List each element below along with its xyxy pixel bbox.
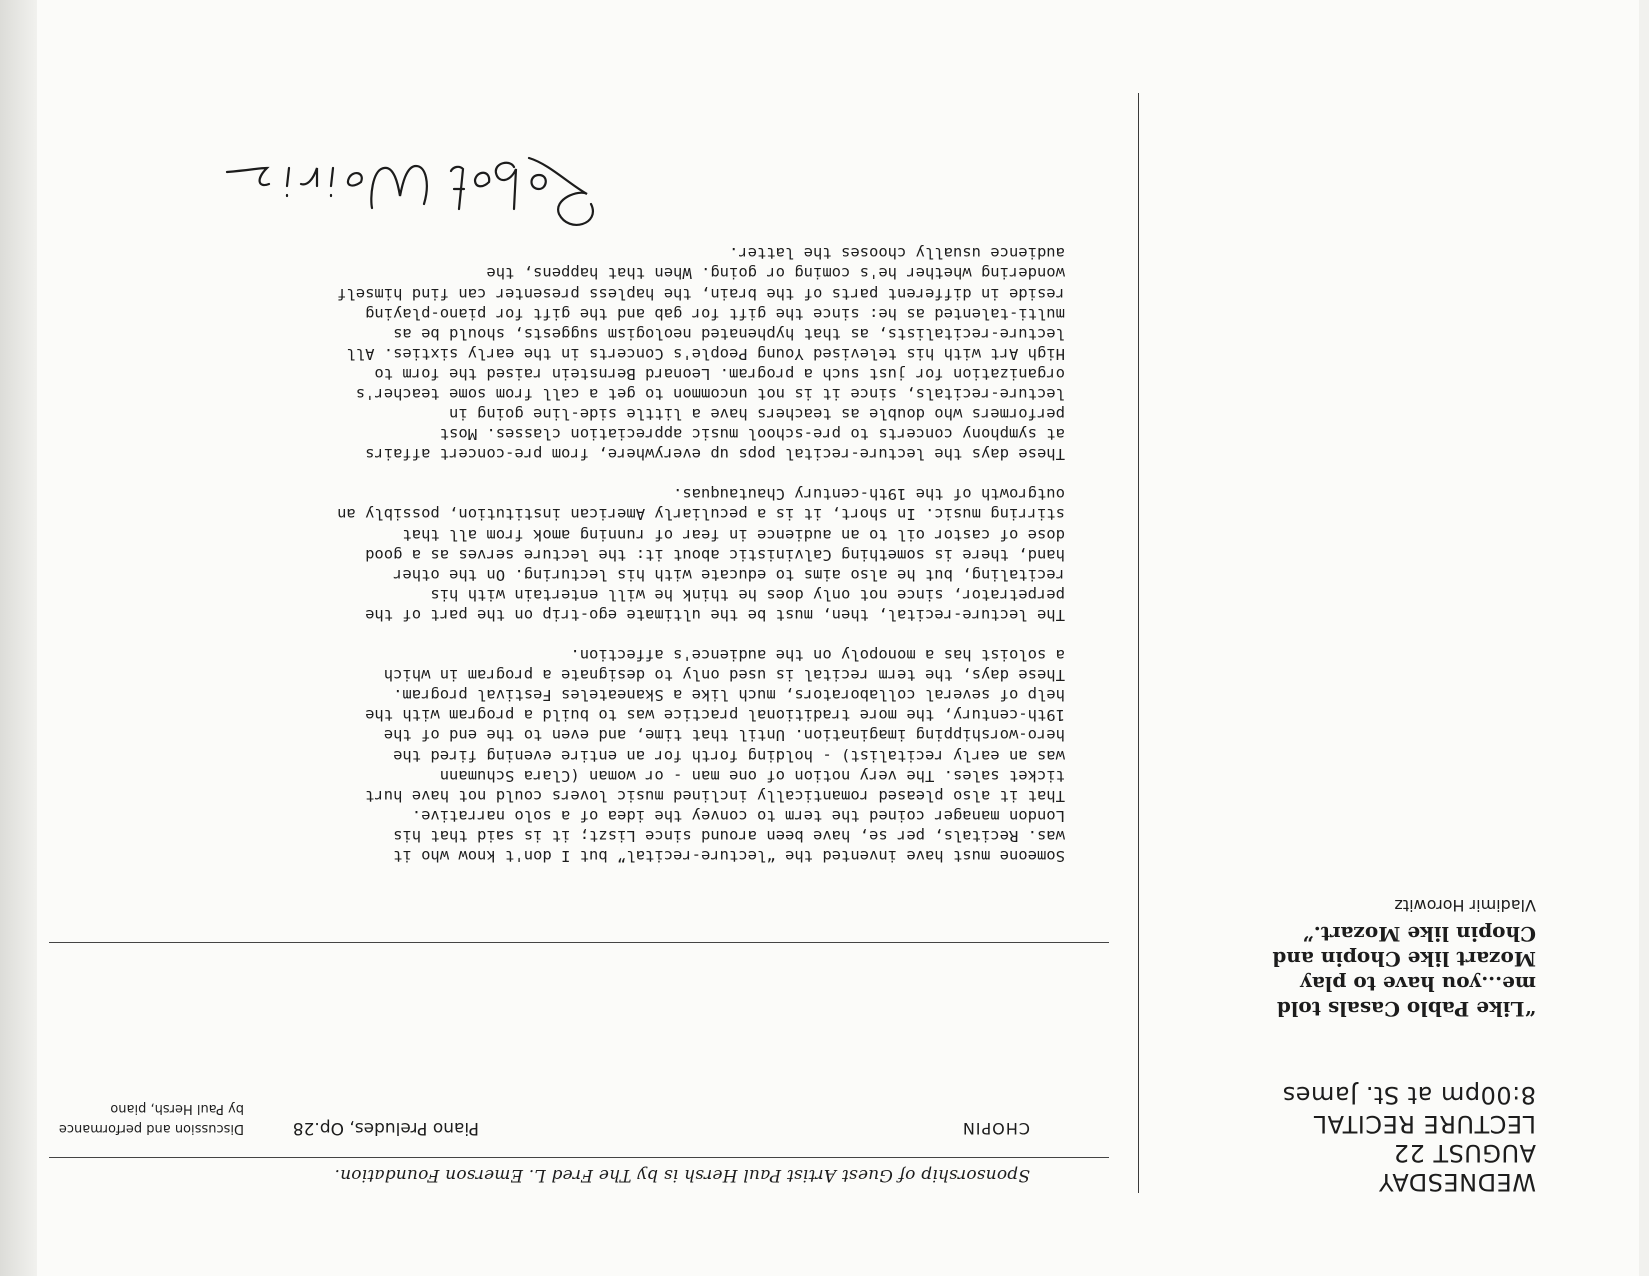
horowitz-quote	[1156, 896, 1536, 1021]
essay-line: outgrowth of the 19th-century Chautauquas.	[673, 485, 1065, 504]
essay-line: dose of castor oil to an audience in fear of running amok from all that	[402, 525, 1065, 544]
event-day: WEDNESDAY	[1378, 1168, 1536, 1196]
essay-line: was. Recitals, per se, have been around since Liszt; it is said that his	[393, 826, 1065, 845]
essay-line: reside in different parts of the brain, the hapless presenter can find himself	[337, 284, 1065, 303]
quote-line: Mozart like Chopin and	[1272, 947, 1536, 971]
handwritten-signature	[189, 134, 609, 244]
essay-line: Someone must have invented the “lecture-recital” but I don't know who it	[393, 847, 1065, 865]
essay-line: performers who double as teachers have a little side-line going in	[449, 405, 1065, 424]
essay-paragraph	[71, 243, 1065, 464]
essay-line: a soloist has a monopoly on the audience's affection.	[570, 646, 1065, 665]
rule-middle	[49, 942, 1109, 943]
program-performer	[59, 1098, 244, 1138]
essay-line: High Art with his televised Young People's Concerts in the early sixties. All	[346, 344, 1065, 363]
essay-paragraph	[71, 484, 1065, 625]
page-edge-shadow	[0, 0, 37, 1276]
quote-line: me...you have to play	[1300, 972, 1536, 996]
performer-line: by Paul Hersh, piano	[110, 1101, 244, 1116]
essay-line: 19th-century, the more traditional practice was to build a program with the	[365, 706, 1065, 725]
panel-divider	[1138, 93, 1139, 1193]
quote-line: Chopin like Mozart.”	[1302, 922, 1536, 946]
essay-line: stirring music. In short, it is a peculiarly American institution, possibly an	[337, 505, 1065, 524]
essay-line: multi-talented as he: since the gift for gab and the gift for piano-playing	[365, 304, 1065, 323]
program-composer: CHOPIN	[961, 1119, 1030, 1138]
essay-line: organization for just such a program. Leonard Bernstein raised the form to	[374, 364, 1065, 383]
essay-line: These days, the term recital is used only to designate a program in which	[383, 666, 1065, 685]
essay-line: These days the lecture-recital pops up everywhere, from pre-concert affairs	[365, 445, 1065, 464]
event-info	[1156, 1080, 1536, 1196]
program-listing	[49, 1098, 1109, 1138]
essay-line: audience usually chooses the latter.	[729, 244, 1065, 263]
event-time-place: 8:00pm at St. James	[1282, 1081, 1536, 1109]
essay-line: perpetrator, since not only does he think he will entertain with his	[430, 585, 1065, 604]
rule-top	[49, 1157, 1109, 1158]
program-work: Piano Preludes, Op.28	[292, 1118, 479, 1138]
essay-line: wondering whether he's coming or going. When that happens, the	[486, 264, 1065, 283]
essay-line: lecture-recitals, since it is not uncommon to get a call from some teacher's	[355, 385, 1065, 404]
quote-attribution: Vladimir Horowitz	[1394, 896, 1536, 915]
essay-line: hero-worshipping imagination. Until that time, and even to the end of the	[383, 726, 1065, 745]
essay-line: lecture-recitalists, as that hyphenated neologism suggests, should be as	[393, 324, 1065, 343]
performer-line: Discussion and performance	[58, 1121, 244, 1136]
event-date: AUGUST 22	[1393, 1139, 1536, 1167]
event-type: LECTURE RECITAL	[1313, 1110, 1536, 1138]
essay-line: help of several collaborators, much like a Skaneateles Festival program.	[393, 686, 1065, 705]
essay-line: That it also pleased romantically inclined music lovers could not have hurt	[365, 786, 1065, 805]
essay-line: The lecture-recital, then, must be the ultimate ego-trip on the part of the	[365, 605, 1065, 624]
essay-line: at symphony concerts to pre-school music appreciation classes. Most	[439, 425, 1065, 444]
essay-line: ticket sales. The very notion of one man - or woman (Clara Schumann	[439, 766, 1065, 785]
quote-line: “Like Pablo Casals told	[1276, 997, 1536, 1021]
essay-line: recitaling, but he also aims to educate with his lecturing. On the other	[393, 565, 1065, 584]
essay-line: London manager coined the term to convey the idea of a solo narrative.	[411, 806, 1065, 825]
essay-line: hand, there is something Calvinistic about it: the lecture serves as a good	[365, 545, 1065, 564]
essay-paragraph	[71, 645, 1065, 866]
essay-text	[71, 223, 1065, 866]
essay-line: was an early recitalist) - holding forth for an entire evening fired the	[393, 746, 1065, 765]
page-edge	[1639, 0, 1649, 1276]
sponsorship-line: Sponsorship of Guest Artist Paul Hersh is by The Fred L. Emerson Foundation.	[334, 1165, 1030, 1185]
